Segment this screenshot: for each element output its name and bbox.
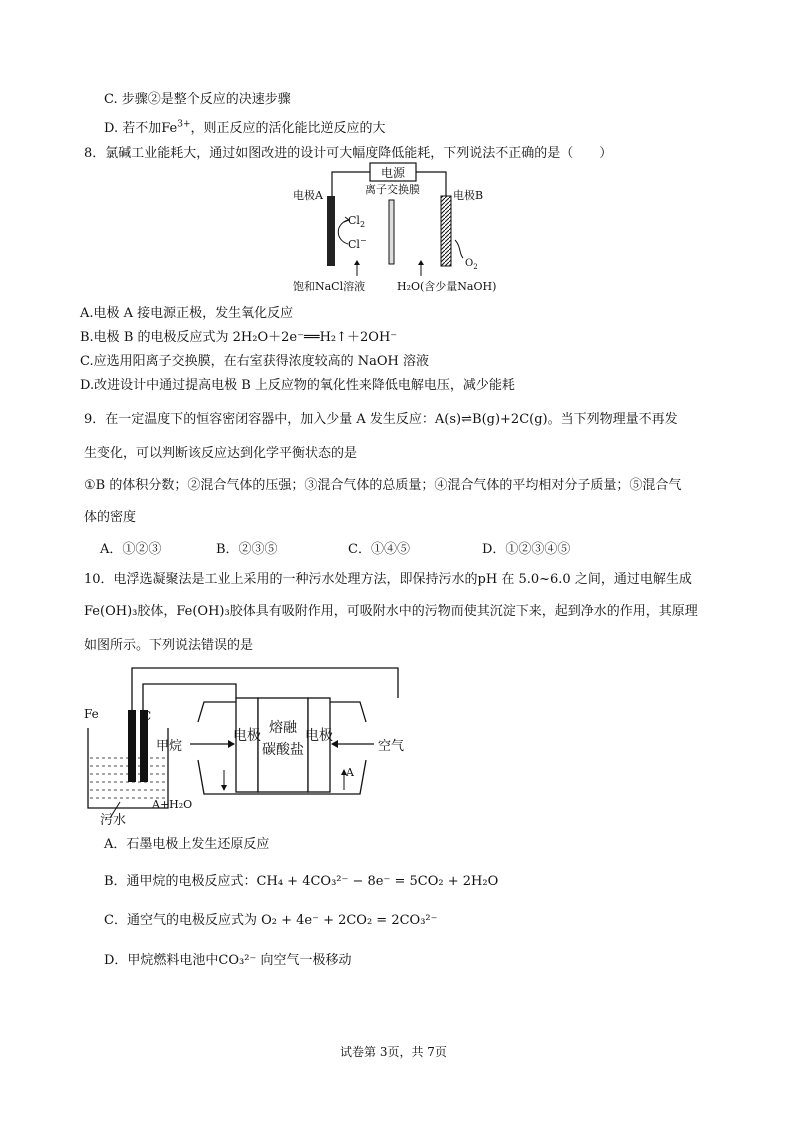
q8-option-c: C.应选用阳离子交换膜，在右室获得浓度较高的 NaOH 溶液 bbox=[80, 354, 430, 369]
q8-electrolysis-diagram bbox=[285, 158, 515, 298]
q7-option-d: D. 若不加$Fe^{3+}$，则正反应的活化能比逆反应的大 bbox=[104, 119, 386, 136]
q8-option-b: B.电极 B 的电极反应式为 2H₂O＋2e⁻══H₂↑＋2OH⁻ bbox=[80, 330, 398, 345]
air-label: 空气 bbox=[378, 739, 405, 754]
q8-option-d: D.改进设计中通过提高电极 B 上反应物的氧化性来降低电解电压，减少能耗 bbox=[80, 378, 515, 393]
q9-stem-line1: 9．在一定温度下的恒容密闭容器中，加入少量 A 发生反应：A(s)⇌B(g)+2C(g)。当下列物理量不再发 bbox=[84, 412, 678, 427]
electrode-a-label: 电极A bbox=[293, 189, 323, 202]
q10-stem-line2: Fe(OH)₃胶体，Fe(OH)₃胶体具有吸附作用，可吸附水中的污物而使其沉淀下来，起到净水的作用，其原理 bbox=[84, 604, 698, 619]
q10-stem-line1: 10．电浮选凝聚法是工业上采用的一种污水处理方法，即保持污水的pH 在 5.0~6.0 之间，通过电解生成 bbox=[84, 572, 692, 587]
carbonate-label: 碳酸盐 bbox=[262, 742, 304, 758]
q10-option-d: D．甲烷燃料电池中CO₃²⁻ 向空气一极移动 bbox=[104, 953, 352, 968]
q9-option-d: D．①②③④⑤ bbox=[482, 542, 571, 557]
q7-option-c: C. 步骤②是整个反应的决速步骤 bbox=[104, 92, 291, 107]
q9-stem-line3: ①B 的体积分数；②混合气体的压强；③混合气体的总质量；④混合气体的平均相对分子质量；⑤混合气 bbox=[84, 478, 682, 493]
power-source-label: 电源 bbox=[380, 166, 406, 180]
c-label: C bbox=[142, 709, 152, 723]
q9-option-a: A．①②③ bbox=[100, 542, 162, 557]
o2-label: $O_2$ bbox=[465, 258, 478, 271]
q9-option-c: C．①④⑤ bbox=[348, 542, 410, 557]
q9-option-b: B．②③⑤ bbox=[216, 542, 278, 557]
q8-stem: 8．氯碱工业能耗大，通过如图改进的设计可大幅度降低能耗，下列说法不正确的是（ ） bbox=[84, 146, 613, 161]
electrode-left-label: 电极 bbox=[233, 728, 261, 744]
fe-label: Fe bbox=[84, 707, 99, 721]
q9-stem-line2: 生变化，可以判断该反应达到化学平衡状态的是 bbox=[84, 446, 358, 461]
molten-label: 熔融 bbox=[269, 720, 297, 736]
nacl-solution-label: 饱和NaCl溶液 bbox=[293, 280, 366, 293]
electrode-b-label: 电极B bbox=[453, 189, 484, 202]
q10-option-c: C．通空气的电极反应式为 O₂ + 4e⁻ + 2CO₂ = 2CO₃²⁻ bbox=[104, 913, 438, 928]
a-h2o-label: A+H₂O bbox=[152, 798, 193, 811]
q10-option-a: A．石墨电极上发生还原反应 bbox=[104, 837, 270, 852]
q10-stem-line3: 如图所示。下列说法错误的是 bbox=[84, 638, 254, 653]
q9-stem-line4: 体的密度 bbox=[84, 510, 137, 525]
page-footer: 试卷第 3页，共 7页 bbox=[340, 1045, 447, 1059]
membrane-label: 离子交换膜 bbox=[365, 183, 420, 196]
cl-minus-label: Cl− bbox=[348, 236, 367, 251]
water-naoh-label: H₂O(含少量NaOH) bbox=[397, 280, 497, 293]
cl2-label: $Cl_2$ bbox=[348, 214, 366, 229]
electrode-right-label: 电极 bbox=[305, 728, 333, 744]
q10-option-b: B．通甲烷的电极反应式：CH₄ + 4CO₃²⁻ − 8e⁻ = 5CO₂ + 2H₂O bbox=[104, 874, 499, 889]
wastewater-label: 污水 bbox=[100, 813, 127, 828]
q10-fuel-cell-diagram bbox=[80, 658, 420, 828]
a-label: A bbox=[346, 766, 354, 779]
methane-label: 甲烷 bbox=[156, 739, 183, 754]
q8-option-a: A.电极 A 接电源正极，发生氧化反应 bbox=[80, 306, 294, 321]
